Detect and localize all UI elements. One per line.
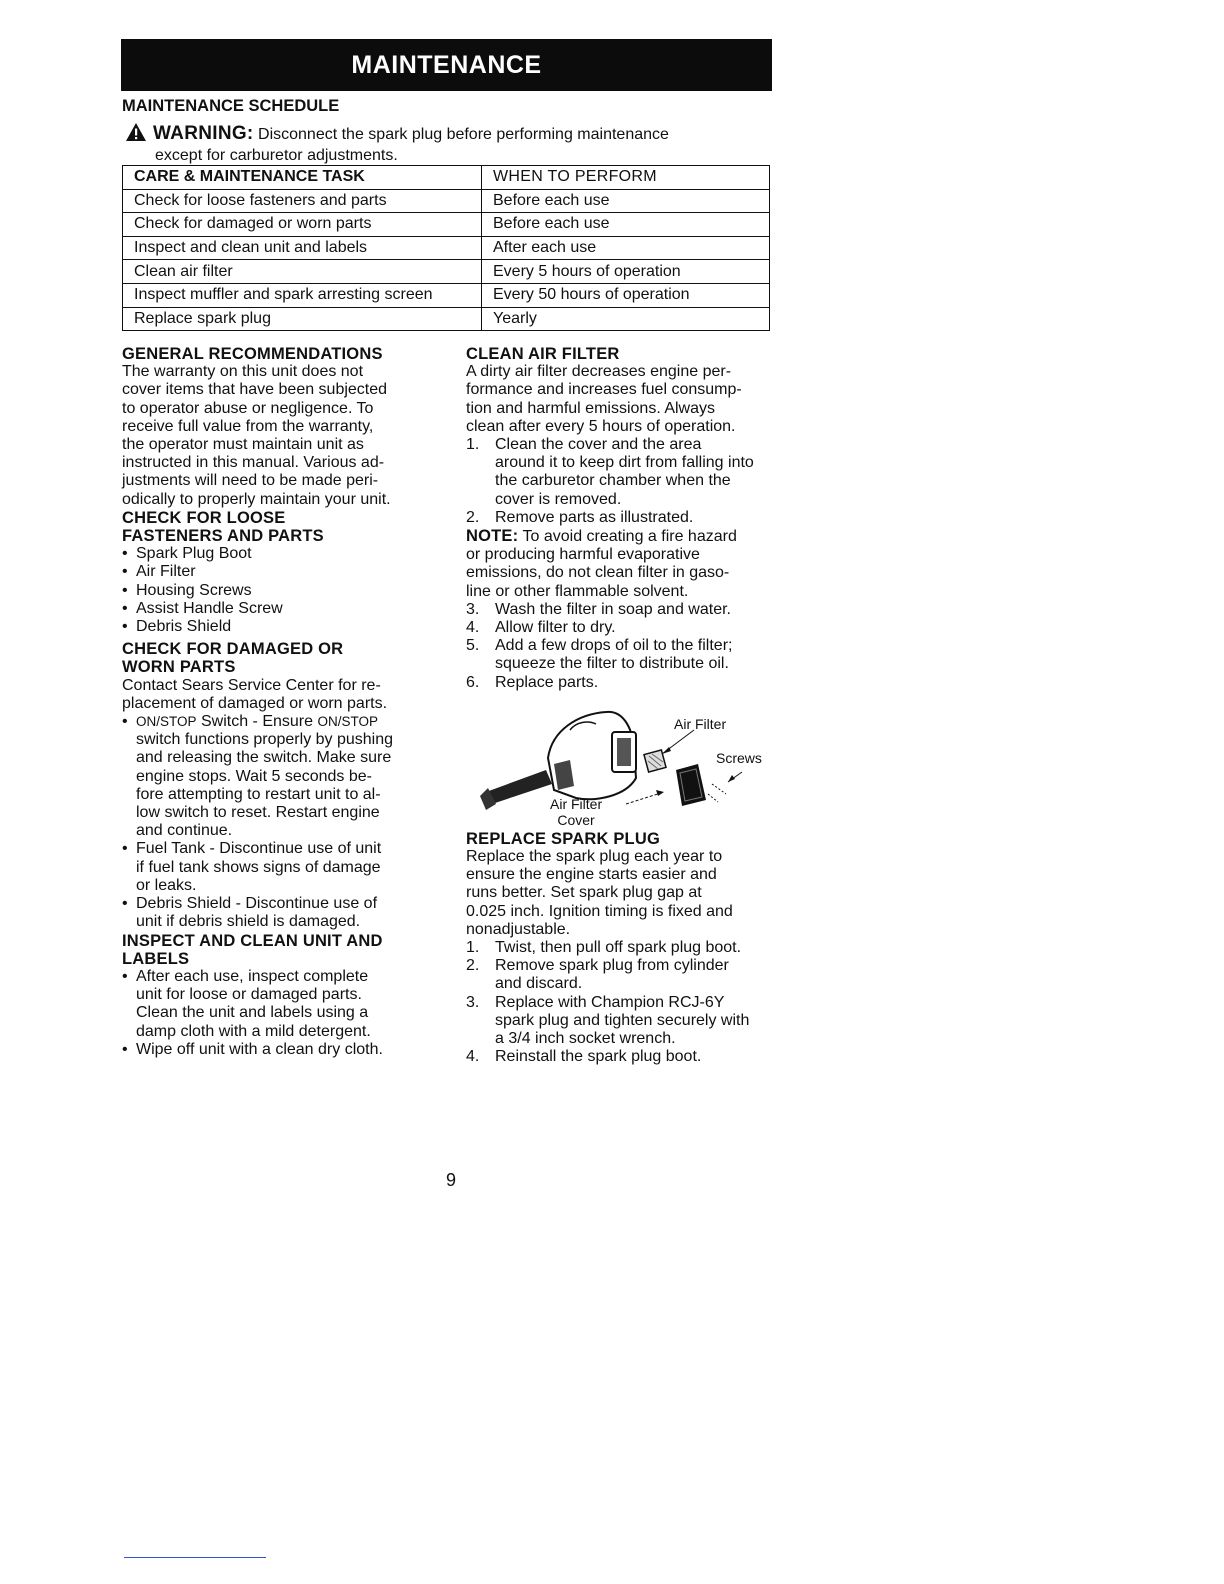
list-item: • Air Filter [122,563,432,581]
sparkplug-steps [466,939,778,1066]
label-cover-line2: Cover [557,811,595,828]
table-row [123,260,770,284]
airfilter-steps-a [466,436,778,527]
when-cell: Before each use [482,189,770,213]
maintenance-schedule-table [122,165,770,331]
debris-line: unit if debris shield is damaged. [136,913,361,931]
step-number: 2. [466,957,480,975]
step-line: Replace with Champion RCJ-6Y [495,993,725,1011]
step-item [466,619,778,637]
list-item-debris [122,895,432,931]
note-label: NOTE: [466,527,519,546]
step-number: 6. [466,673,480,691]
general-line: receive full value from the warranty, [122,417,374,435]
step-number: 3. [466,993,480,1011]
list-item [122,968,432,1041]
switch-name: ON/STOP [136,714,197,730]
when-cell: Every 50 hours of operation [482,283,770,307]
note-line: line or other flammable solvent. [466,582,689,600]
sparkplug-heading: REPLACE SPARK PLUG [466,829,660,848]
list-item: • Spark Plug Boot [122,545,432,563]
step-number: 4. [466,619,480,637]
schedule-title: MAINTENANCE SCHEDULE [122,97,340,115]
task-cell: Clean air filter [123,260,482,284]
when-cell: Yearly [482,307,770,331]
label-cover [550,796,602,828]
airfilter-steps-b [466,601,778,692]
airfilter-intro-line: tion and harmful emissions. Always [466,399,715,417]
page-number: 9 [446,1170,457,1190]
general-line: odically to properly maintain your unit. [122,490,391,508]
step-item [466,601,778,619]
damaged-intro-line: Contact Sears Service Center for re- [122,676,381,694]
sparkplug-intro-line: runs better. Set spark plug gap at [466,884,702,902]
header-when: WHEN TO PERFORM [482,166,770,190]
note-block [466,527,778,546]
step-number: 1. [466,436,480,454]
table-row [123,307,770,331]
step-item [466,1048,778,1066]
step-line: a 3/4 inch socket wrench. [495,1030,676,1048]
airfilter-heading: CLEAN AIR FILTER [466,345,620,363]
sparkplug-intro-line: nonadjustable. [466,920,571,938]
task-cell: Check for loose fasteners and parts [123,189,482,213]
general-line: justments will need to be made peri- [122,472,379,490]
step-line: Remove spark plug from cylinder [495,957,729,975]
list-item: • Housing Screws [122,582,432,600]
damaged-list [122,713,432,931]
step-item [466,637,778,673]
general-line: instructed in this manual. Various ad- [122,454,385,472]
list-item-fuel [122,840,432,895]
step-item [466,994,778,1049]
airfilter-intro-line: A dirty air filter decreases engine per- [466,363,732,381]
task-cell: Replace spark plug [123,307,482,331]
step-line: the carburetor chamber when the [495,472,731,490]
label-air-filter: Air Filter [674,715,727,732]
inspect-heading-line2: LABELS [122,949,190,968]
task-cell: Inspect muffler and spark arresting screen [123,283,482,307]
step-line: Remove parts as illustrated. [495,508,694,526]
banner-title: MAINTENANCE [351,50,542,79]
table-row [123,236,770,260]
step-item [466,957,778,993]
damaged-heading-line1: CHECK FOR DAMAGED OR [122,640,344,659]
sparkplug-intro-line: ensure the engine starts easier and [466,866,717,884]
damaged-heading-line2: WORN PARTS [122,658,236,677]
step-number: 3. [466,600,480,618]
step-line: and discard. [495,975,583,993]
airfilter-intro-line: clean after every 5 hours of operation. [466,417,736,435]
general-line: the operator must maintain unit as [122,436,364,454]
switch-line: low switch to reset. Restart engine [136,804,380,822]
table-header-row [123,166,770,190]
step-line: Clean the cover and the area [495,436,702,454]
general-heading: GENERAL RECOMMENDATIONS [122,345,383,363]
list-item: • Debris Shield [122,618,432,636]
fuel-line: if fuel tank shows signs of damage [136,858,381,876]
when-cell: After each use [482,236,770,260]
when-cell: Before each use [482,213,770,237]
table-row [123,213,770,237]
debris-line: • Debris Shield - Discontinue use of [136,895,378,913]
table-row [123,283,770,307]
task-cell: Check for damaged or worn parts [123,213,482,237]
fuel-line: • Fuel Tank - Discontinue use of unit [136,840,382,858]
loose-heading-line2: FASTENERS AND PARTS [122,527,324,546]
step-line: Twist, then pull off spark plug boot. [495,939,742,957]
sparkplug-intro-line: 0.025 inch. Ignition timing is fixed and [466,902,733,920]
inspect-line: unit for loose or damaged parts. [136,986,362,1004]
step-line: Replace parts. [495,673,599,691]
list-item: • Wipe off unit with a clean dry cloth. [122,1041,432,1059]
step-item [466,509,778,527]
footer-rule [124,1557,266,1558]
step-line: spark plug and tighten securely with [495,1011,750,1029]
inspect-heading-line1: INSPECT AND CLEAN UNIT AND [122,931,383,950]
switch-line: switch functions properly by pushing [136,731,394,749]
step-line: Wash the filter in soap and water. [495,600,731,618]
general-line: to operator abuse or negligence. To [122,399,374,417]
step-item [466,436,778,509]
step-number: 2. [466,508,480,526]
label-screws: Screws [716,749,762,766]
loose-list [122,545,432,636]
note-line: emissions, do not clean filter in gaso- [466,564,730,582]
warning-triangle-icon [125,122,147,147]
step-item [466,939,778,957]
step-number: 5. [466,637,480,655]
fuel-line: or leaks. [136,876,197,894]
airfilter-intro-line: formance and increases fuel consump- [466,381,742,399]
step-line: around it to keep dirt from falling into [495,454,754,472]
switch-line: fore attempting to restart unit to al- [136,785,381,803]
warning-text-line2: except for carburetor adjustments. [155,147,398,164]
step-line: Reinstall the spark plug boot. [495,1048,702,1066]
step-number: 4. [466,1048,480,1066]
right-column [466,345,778,1067]
inspect-line: • After each use, inspect complete [136,967,369,985]
label-cover-line1: Air Filter [550,795,603,812]
inspect-line: Clean the unit and labels using a [136,1004,369,1022]
inspect-list [122,968,432,1059]
step-line: Allow filter to dry. [495,619,616,637]
note-line: To avoid creating a fire hazard [522,528,737,546]
switch-name-2: ON/STOP [317,714,378,730]
inspect-line: damp cloth with a mild detergent. [136,1022,371,1040]
loose-heading-line1: CHECK FOR LOOSE [122,508,286,527]
section-banner [121,39,772,91]
general-line: The warranty on this unit does not [122,363,364,381]
switch-line: engine stops. Wait 5 seconds be- [136,767,372,785]
list-item: • Assist Handle Screw [122,600,432,618]
warning-label: WARNING: [153,123,254,144]
switch-word: Switch - Ensure [200,713,314,731]
switch-line: and continue. [136,822,233,840]
when-cell: Every 5 hours of operation [482,260,770,284]
list-item-switch [122,713,432,840]
note-line: or producing harmful evaporative [466,546,700,564]
step-number: 1. [466,939,480,957]
air-filter-figure [466,700,778,830]
header-task: CARE & MAINTENANCE TASK [123,166,482,190]
damaged-intro-line: placement of damaged or worn parts. [122,694,388,712]
task-cell: Inspect and clean unit and labels [123,236,482,260]
warning-block [125,122,785,165]
left-column [122,345,432,1059]
step-line: squeeze the filter to distribute oil. [495,655,729,673]
step-line: Add a few drops of oil to the filter; [495,637,733,655]
step-item [466,674,778,692]
switch-line: and releasing the switch. Make sure [136,749,392,767]
step-line: cover is removed. [495,490,622,508]
table-row [123,189,770,213]
general-line: cover items that have been subjected [122,381,388,399]
warning-text-line1: Disconnect the spark plug before performing maintenance [258,126,669,143]
sparkplug-intro-line: Replace the spark plug each year to [466,848,723,866]
